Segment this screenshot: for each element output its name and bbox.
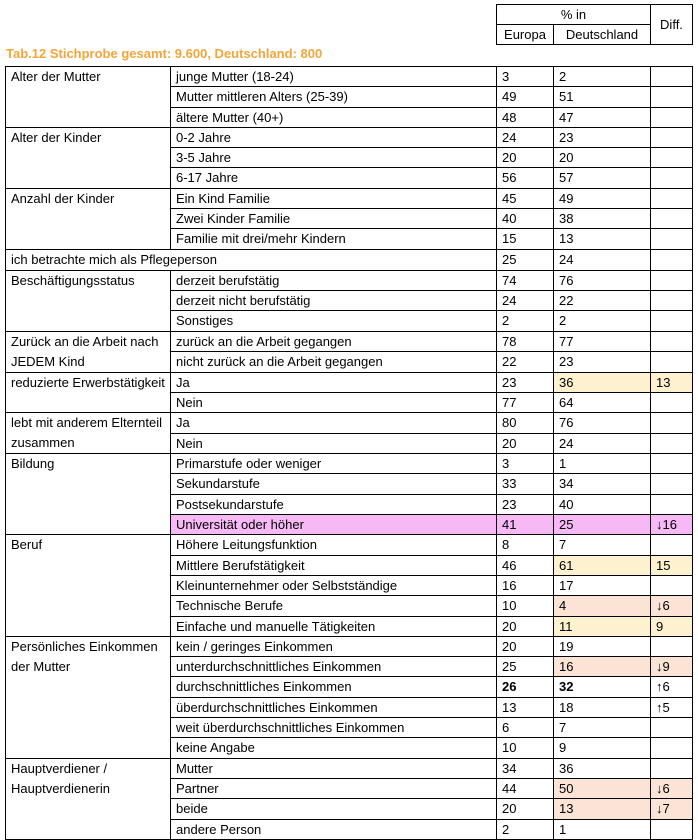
row-label: Ja (171, 372, 497, 392)
row-label: 3-5 Jahre (171, 148, 497, 168)
diff-value (651, 474, 693, 494)
deutschland-value: 23 (554, 127, 651, 147)
deutschland-value: 2 (554, 311, 651, 331)
deutschland-value: 64 (554, 392, 651, 412)
row-label: Ein Kind Familie (171, 188, 497, 208)
row-label: Höhere Leitungsfunktion (171, 535, 497, 555)
diff-value (651, 758, 693, 778)
column-header-table (496, 4, 693, 45)
diff-value (651, 270, 693, 290)
europa-value: 15 (497, 229, 554, 249)
deutschland-value: 20 (554, 148, 651, 168)
europa-value: 45 (497, 188, 554, 208)
group-label: ich betrachte mich als Pflegeperson (6, 249, 497, 270)
europa-value: 25 (497, 249, 554, 270)
diff-value (651, 535, 693, 555)
row-label: Nein (171, 392, 497, 412)
diff-value (651, 352, 693, 373)
deutschland-value: 19 (554, 636, 651, 656)
deutschland-value: 57 (554, 168, 651, 188)
diff-value (651, 229, 693, 249)
row-label: Partner (171, 778, 497, 798)
deutschland-value: 7 (554, 535, 651, 555)
deutschland-value: 25 (554, 515, 651, 535)
diff-value (651, 575, 693, 595)
diff-value: ↓9 (651, 657, 693, 677)
statistics-table-body (6, 67, 693, 840)
deutschland-value: 24 (554, 433, 651, 454)
europa-value: 24 (497, 290, 554, 310)
row-label: Mutter mittleren Alters (25-39) (171, 87, 497, 107)
europa-value: 33 (497, 474, 554, 494)
deutschland-value: 4 (554, 596, 651, 616)
group-label: Bildung (6, 454, 171, 535)
deutschland-value: 36 (554, 758, 651, 778)
row-label: zurück an die Arbeit gegangen (171, 331, 497, 352)
europa-value: 16 (497, 575, 554, 595)
europa-value: 20 (497, 799, 554, 819)
table-row (6, 270, 693, 290)
deutschland-value: 2 (554, 67, 651, 87)
deutschland-value: 51 (554, 87, 651, 107)
diff-value (651, 168, 693, 188)
row-label: Einfache und manuelle Tätigkeiten (171, 616, 497, 636)
europa-value: 6 (497, 718, 554, 738)
deutschland-value: 22 (554, 290, 651, 310)
group-label: Hauptverdiener / Hauptverdienerin (6, 758, 171, 839)
europa-value: 2 (497, 819, 554, 839)
deutschland-value: 34 (554, 474, 651, 494)
deutschland-value: 11 (554, 616, 651, 636)
europa-value: 24 (497, 127, 554, 147)
diff-value: ↓16 (651, 515, 693, 535)
europa-value: 80 (497, 413, 554, 434)
diff-header: Diff. (651, 5, 693, 45)
group-label: reduzierte Erwerbstätigkeit (6, 372, 171, 413)
group-label: Beruf (6, 535, 171, 636)
diff-value (651, 148, 693, 168)
europa-value: 8 (497, 535, 554, 555)
diff-value: ↓7 (651, 799, 693, 819)
europa-value: 44 (497, 778, 554, 798)
table-row (6, 372, 693, 392)
statistics-table (5, 66, 693, 840)
europa-value: 78 (497, 331, 554, 352)
europa-value: 23 (497, 372, 554, 392)
row-label: Sonstiges (171, 311, 497, 331)
deutschland-value: 13 (554, 799, 651, 819)
diff-value: ↓6 (651, 778, 693, 798)
diff-value (651, 127, 693, 147)
diff-value (651, 636, 693, 656)
table-row (6, 331, 693, 352)
row-label: keine Angabe (171, 738, 497, 758)
table-row (6, 127, 693, 147)
europa-value: 10 (497, 738, 554, 758)
row-label: durchschnittliches Einkommen (171, 677, 497, 697)
deutschland-value: 1 (554, 454, 651, 474)
row-label: beide (171, 799, 497, 819)
europa-value: 20 (497, 636, 554, 656)
europa-value: 25 (497, 657, 554, 677)
table-row (6, 535, 693, 555)
row-label: Kleinunternehmer oder Selbstständige (171, 575, 497, 595)
group-label: Zurück an die Arbeit nach JEDEM Kind (6, 331, 171, 372)
table-row (6, 188, 693, 208)
table-row (6, 758, 693, 778)
diff-value (651, 819, 693, 839)
europa-value: 34 (497, 758, 554, 778)
europa-value: 20 (497, 616, 554, 636)
europa-value: 3 (497, 67, 554, 87)
diff-value (651, 392, 693, 412)
table-row (6, 249, 693, 270)
group-label: Anzahl der Kinder (6, 188, 171, 249)
diff-value: ↑6 (651, 677, 693, 697)
deutschland-value: 18 (554, 697, 651, 717)
diff-value (651, 290, 693, 310)
deutschland-value: 76 (554, 413, 651, 434)
europa-value: 41 (497, 515, 554, 535)
europa-value: 3 (497, 454, 554, 474)
deutschland-value: 47 (554, 107, 651, 127)
group-label: Alter der Mutter (6, 67, 171, 128)
row-label: weit überdurchschnittliches Einkommen (171, 718, 497, 738)
row-label: Mittlere Berufstätigkeit (171, 555, 497, 575)
row-label: Familie mit drei/mehr Kindern (171, 229, 497, 249)
europa-value: 46 (497, 555, 554, 575)
deutschland-value: 7 (554, 718, 651, 738)
row-label: unterdurchschnittliches Einkommen (171, 657, 497, 677)
deutschland-value: 76 (554, 270, 651, 290)
europa-value: 56 (497, 168, 554, 188)
row-label: kein / geringes Einkommen (171, 636, 497, 656)
europa-value: 74 (497, 270, 554, 290)
deutschland-value: 50 (554, 778, 651, 798)
diff-value (651, 87, 693, 107)
row-label: überdurchschnittliches Einkommen (171, 697, 497, 717)
table-caption: Tab.12 Stichprobe gesamt: 9.600, Deutschland: 800 (6, 46, 323, 61)
row-label: Postsekundarstufe (171, 494, 497, 514)
europa-value: 2 (497, 311, 554, 331)
deutschland-value: 17 (554, 575, 651, 595)
row-label: Nein (171, 433, 497, 454)
table-row (6, 636, 693, 656)
percent-in-header: % in (497, 5, 651, 25)
deutschland-value: 61 (554, 555, 651, 575)
diff-value (651, 718, 693, 738)
row-label: 0-2 Jahre (171, 127, 497, 147)
diff-value: 15 (651, 555, 693, 575)
deutschland-value: 9 (554, 738, 651, 758)
diff-value: 9 (651, 616, 693, 636)
row-label: Zwei Kinder Familie (171, 209, 497, 229)
diff-value (651, 311, 693, 331)
row-label: Ja (171, 413, 497, 434)
deutschland-header: Deutschland (554, 25, 651, 45)
table-row (6, 67, 693, 87)
europa-value: 26 (497, 677, 554, 697)
deutschland-value: 49 (554, 188, 651, 208)
row-label: Sekundarstufe (171, 474, 497, 494)
diff-value (651, 188, 693, 208)
row-label: Universität oder höher (171, 515, 497, 535)
europa-value: 77 (497, 392, 554, 412)
diff-value (651, 331, 693, 352)
europa-value: 20 (497, 433, 554, 454)
deutschland-value: 77 (554, 331, 651, 352)
row-label: derzeit nicht berufstätig (171, 290, 497, 310)
row-label: 6-17 Jahre (171, 168, 497, 188)
table-row (6, 454, 693, 474)
europa-value: 48 (497, 107, 554, 127)
deutschland-value: 16 (554, 657, 651, 677)
deutschland-value: 13 (554, 229, 651, 249)
diff-value (651, 738, 693, 758)
diff-value: 13 (651, 372, 693, 392)
row-label: Technische Berufe (171, 596, 497, 616)
europa-value: 20 (497, 148, 554, 168)
europa-value: 23 (497, 494, 554, 514)
deutschland-value: 1 (554, 819, 651, 839)
row-label: andere Person (171, 819, 497, 839)
diff-value: ↑5 (651, 697, 693, 717)
deutschland-value: 36 (554, 372, 651, 392)
diff-value (651, 433, 693, 454)
europa-value: 13 (497, 697, 554, 717)
row-label: nicht zurück an die Arbeit gegangen (171, 352, 497, 373)
deutschland-value: 24 (554, 249, 651, 270)
row-label: Mutter (171, 758, 497, 778)
row-label: junge Mutter (18-24) (171, 67, 497, 87)
group-label: Persönliches Einkommen der Mutter (6, 636, 171, 758)
diff-value: ↓6 (651, 596, 693, 616)
deutschland-value: 32 (554, 677, 651, 697)
deutschland-value: 40 (554, 494, 651, 514)
table-row (6, 413, 693, 434)
europa-header: Europa (497, 25, 554, 45)
group-label: lebt mit anderem Elternteil zusammen (6, 413, 171, 454)
group-label: Beschäftigungsstatus (6, 270, 171, 331)
deutschland-value: 38 (554, 209, 651, 229)
row-label: ältere Mutter (40+) (171, 107, 497, 127)
europa-value: 40 (497, 209, 554, 229)
row-label: derzeit berufstätig (171, 270, 497, 290)
europa-value: 22 (497, 352, 554, 373)
group-label: Alter der Kinder (6, 127, 171, 188)
europa-value: 10 (497, 596, 554, 616)
europa-value: 49 (497, 87, 554, 107)
diff-value (651, 249, 693, 270)
diff-value (651, 209, 693, 229)
diff-value (651, 67, 693, 87)
diff-value (651, 454, 693, 474)
diff-value (651, 413, 693, 434)
diff-value (651, 107, 693, 127)
row-label: Primarstufe oder weniger (171, 454, 497, 474)
deutschland-value: 23 (554, 352, 651, 373)
diff-value (651, 494, 693, 514)
